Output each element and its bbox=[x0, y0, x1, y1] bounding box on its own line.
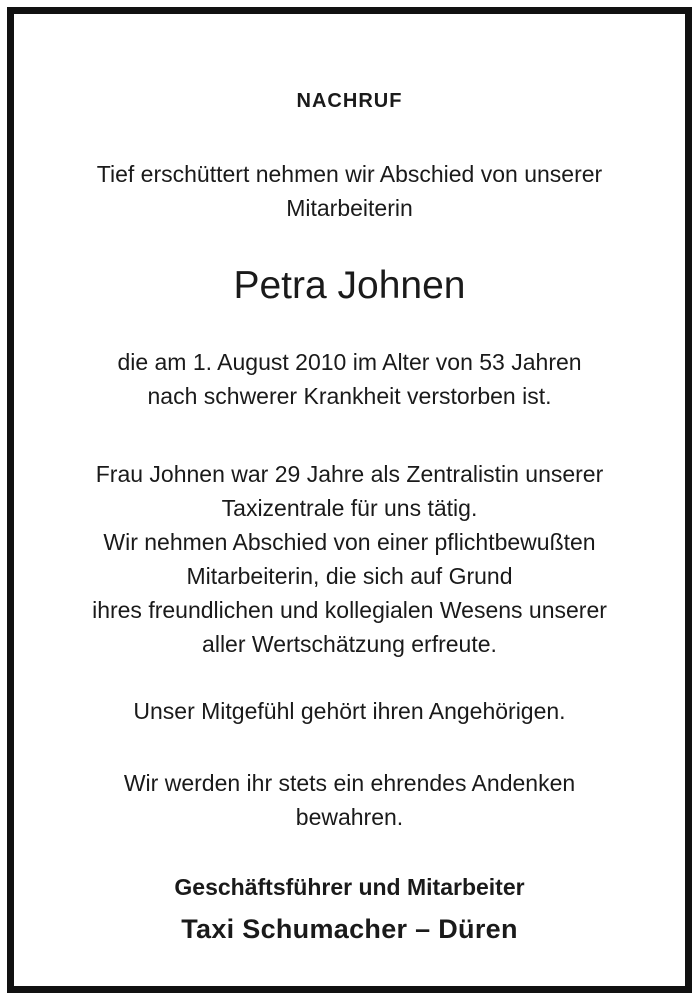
signature-line-1: Geschäftsführer und Mitarbeiter bbox=[174, 874, 525, 900]
deceased-name: Petra Johnen bbox=[233, 264, 466, 307]
signature-line-2: Taxi Schumacher – Düren bbox=[181, 914, 518, 944]
death-line-2: nach schwerer Krankheit verstorben ist. bbox=[147, 383, 552, 409]
death-line-1: die am 1. August 2010 im Alter von 53 Jahren bbox=[117, 349, 582, 375]
tribute-line-6: aller Wertschätzung erfreute. bbox=[202, 631, 497, 657]
obituary-heading: NACHRUF bbox=[296, 90, 403, 112]
sympathy-line: Unser Mitgefühl gehört ihren Angehörigen. bbox=[133, 698, 566, 724]
tribute-line-2: Taxizentrale für uns tätig. bbox=[221, 495, 478, 521]
tribute-line-3: Wir nehmen Abschied von einer pflichtbewußten bbox=[103, 529, 596, 555]
memory-line-1: Wir werden ihr stets ein ehrendes Andenken bbox=[123, 770, 576, 796]
tribute-line-1: Frau Johnen war 29 Jahre als Zentralistin unserer bbox=[95, 461, 604, 487]
intro-line-2: Mitarbeiterin bbox=[286, 195, 413, 221]
memory-line-2: bewahren. bbox=[295, 804, 404, 830]
tribute-line-5: ihres freundlichen und kollegialen Wesens unserer bbox=[92, 597, 607, 623]
obituary-frame bbox=[7, 7, 692, 993]
intro-line-1: Tief erschüttert nehmen wir Abschied von unserer bbox=[96, 161, 603, 187]
tribute-line-4: Mitarbeiterin, die sich auf Grund bbox=[186, 563, 513, 589]
